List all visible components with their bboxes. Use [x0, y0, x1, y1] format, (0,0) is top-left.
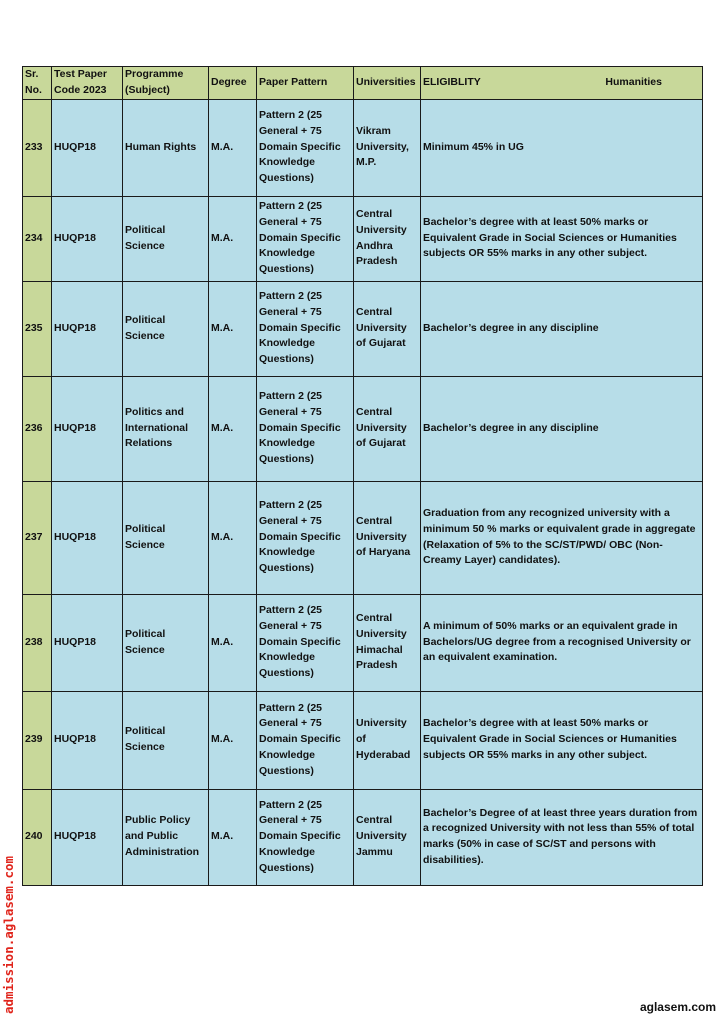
table-row — [23, 481, 703, 594]
header-programme: Programme (Subject) — [123, 67, 209, 100]
header-sr-no: Sr. No. — [23, 67, 52, 100]
row-degree: M.A. — [209, 99, 257, 196]
row-test-paper-code: HUQP18 — [52, 281, 123, 376]
row-test-paper-code: HUQP18 — [52, 376, 123, 481]
row-programme: Politics and International Relations — [123, 376, 209, 481]
table-row — [23, 281, 703, 376]
row-eligibility: Graduation from any recognized university with a minimum 50 % marks or equivalent grade in aggregate (Relaxation of 5% to the SC/ST/PWD/ OBC (Non-Creamy Layer) candidates). — [421, 481, 703, 594]
row-paper-pattern: Pattern 2 (25 General + 75 Domain Specific Knowledge Questions) — [257, 789, 354, 885]
header-universities: Universities — [354, 67, 421, 100]
row-university: Central University Andhra Pradesh — [354, 196, 421, 281]
row-eligibility: Bachelor’s degree in any discipline — [421, 376, 703, 481]
eligibility-table — [22, 66, 703, 886]
row-university: University of Hyderabad — [354, 691, 421, 789]
row-university: Central University of Gujarat — [354, 281, 421, 376]
header-paper-pattern: Paper Pattern — [257, 67, 354, 100]
table-row — [23, 789, 703, 885]
row-sr-no: 234 — [23, 196, 52, 281]
table-row — [23, 99, 703, 196]
header-degree: Degree — [209, 67, 257, 100]
row-test-paper-code: HUQP18 — [52, 594, 123, 691]
footer-site-label: aglasem.com — [639, 1000, 716, 1014]
row-programme: Political Science — [123, 196, 209, 281]
row-programme: Political Science — [123, 281, 209, 376]
table-header-row — [23, 67, 703, 100]
row-degree: M.A. — [209, 376, 257, 481]
row-degree: M.A. — [209, 789, 257, 885]
row-university: Central University Himachal Pradesh — [354, 594, 421, 691]
row-paper-pattern: Pattern 2 (25 General + 75 Domain Specific Knowledge Questions) — [257, 594, 354, 691]
row-sr-no: 240 — [23, 789, 52, 885]
row-sr-no: 233 — [23, 99, 52, 196]
row-university: Central University of Gujarat — [354, 376, 421, 481]
row-eligibility: A minimum of 50% marks or an equivalent grade in Bachelors/UG degree from a recognised University or an equivalent examination. — [421, 594, 703, 691]
row-degree: M.A. — [209, 196, 257, 281]
row-test-paper-code: HUQP18 — [52, 481, 123, 594]
row-degree: M.A. — [209, 281, 257, 376]
row-paper-pattern: Pattern 2 (25 General + 75 Domain Specific Knowledge Questions) — [257, 691, 354, 789]
row-sr-no: 235 — [23, 281, 52, 376]
row-university: Vikram University, M.P. — [354, 99, 421, 196]
row-degree: M.A. — [209, 691, 257, 789]
table-row — [23, 196, 703, 281]
row-eligibility: Bachelor’s degree in any discipline — [421, 281, 703, 376]
row-test-paper-code: HUQP18 — [52, 789, 123, 885]
table-row — [23, 594, 703, 691]
row-eligibility: Bachelor’s Degree of at least three years duration from a recognized University with not less than 55% of total marks (50% in case of SC/ST and persons with disabilities). — [421, 789, 703, 885]
table-row — [23, 691, 703, 789]
row-paper-pattern: Pattern 2 (25 General + 75 Domain Specific Knowledge Questions) — [257, 481, 354, 594]
row-degree: M.A. — [209, 481, 257, 594]
row-test-paper-code: HUQP18 — [52, 196, 123, 281]
row-programme: Political Science — [123, 481, 209, 594]
row-test-paper-code: HUQP18 — [52, 691, 123, 789]
watermark-text: admission.aglasem.com — [1, 855, 16, 1014]
header-eligibility — [421, 67, 703, 100]
row-paper-pattern: Pattern 2 (25 General + 75 Domain Specific Knowledge Questions) — [257, 376, 354, 481]
row-paper-pattern: Pattern 2 (25 General + 75 Domain Specific Knowledge Questions) — [257, 196, 354, 281]
header-domain-label: Humanities — [605, 75, 662, 88]
row-eligibility: Bachelor’s degree with at least 50% marks or Equivalent Grade in Social Sciences or Humanities subjects OR 55% marks in any other subject. — [421, 691, 703, 789]
row-sr-no: 238 — [23, 594, 52, 691]
row-paper-pattern: Pattern 2 (25 General + 75 Domain Specific Knowledge Questions) — [257, 99, 354, 196]
row-programme: Political Science — [123, 594, 209, 691]
header-eligibility-label: ELIGIBLITY — [423, 75, 481, 88]
row-paper-pattern: Pattern 2 (25 General + 75 Domain Specific Knowledge Questions) — [257, 281, 354, 376]
row-degree: M.A. — [209, 594, 257, 691]
header-test-paper-code: Test Paper Code 2023 — [52, 67, 123, 100]
row-eligibility: Minimum 45% in UG — [421, 99, 703, 196]
row-university: Central University Jammu — [354, 789, 421, 885]
row-programme: Public Policy and Public Administration — [123, 789, 209, 885]
row-programme: Human Rights — [123, 99, 209, 196]
row-university: Central University of Haryana — [354, 481, 421, 594]
row-eligibility: Bachelor’s degree with at least 50% marks or Equivalent Grade in Social Sciences or Humanities subjects OR 55% marks in any other subject. — [421, 196, 703, 281]
row-programme: Political Science — [123, 691, 209, 789]
table-row — [23, 376, 703, 481]
row-sr-no: 237 — [23, 481, 52, 594]
row-test-paper-code: HUQP18 — [52, 99, 123, 196]
row-sr-no: 239 — [23, 691, 52, 789]
row-sr-no: 236 — [23, 376, 52, 481]
